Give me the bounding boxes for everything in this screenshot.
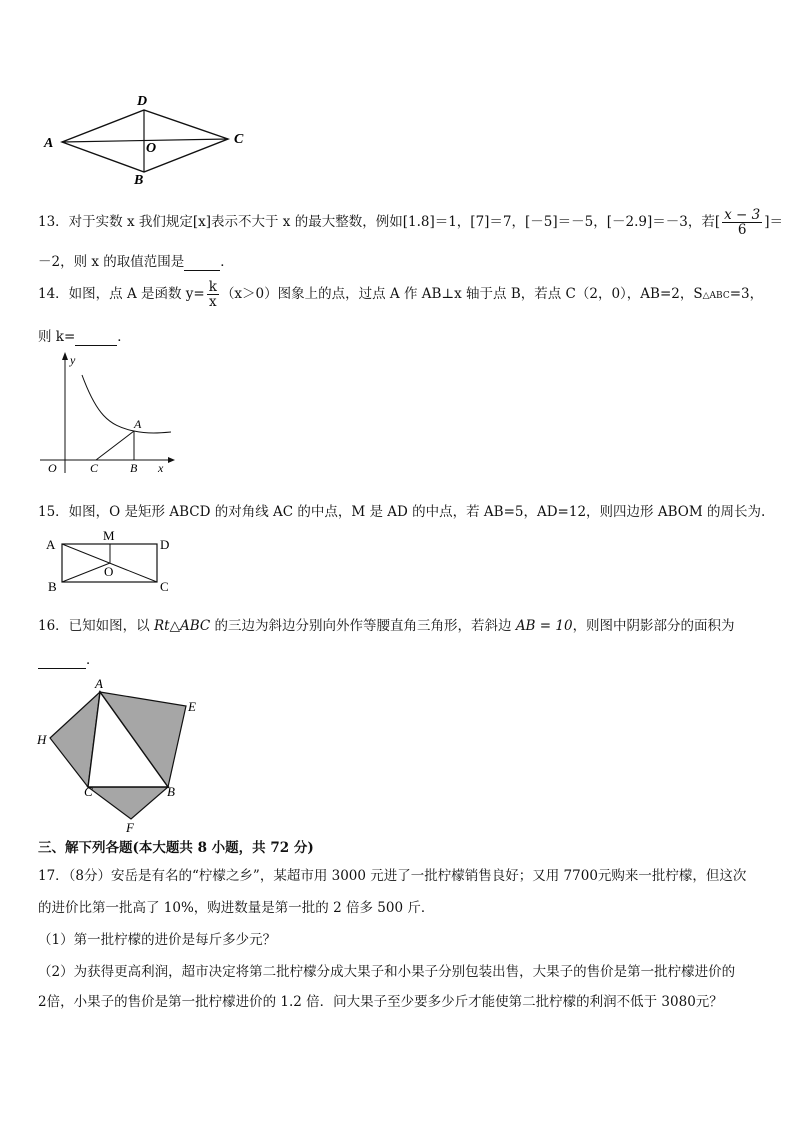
label-m: M <box>103 528 115 543</box>
question-13-line1: 13．对于实数 x 我们规定[x]表示不大于 x 的最大整数，例如[1.8]＝1，[7]＝7，[－5]＝－5，[－2.9]＝－3，若[ $\frac{x - 3}{6}$ ]＝ <box>38 207 783 239</box>
label-o: O <box>104 564 114 579</box>
label-a: A <box>44 136 54 151</box>
label-b: B <box>48 579 57 594</box>
label-c: C <box>234 132 244 147</box>
label-d: D <box>160 537 170 552</box>
label-a: A <box>95 676 103 691</box>
section-heading: 三、解下列各题(本大题共 8 小题，共 72 分) <box>38 840 314 856</box>
segment-bo <box>62 563 110 582</box>
label-o: O <box>48 461 57 475</box>
diagonal-ac <box>62 139 228 142</box>
label-c: C <box>160 579 169 594</box>
label-b: B <box>134 173 144 188</box>
fraction: $\frac{k}{x}$ <box>208 279 217 311</box>
label-e: E <box>188 699 196 714</box>
label-x: x <box>158 461 164 475</box>
answer-blank[interactable] <box>184 254 220 271</box>
question-14-line1: 14．如图，点 A 是函数 y= $\frac{k}{x}$ （x＞0）图象上的点，过点 A 作 AB⊥x 轴于点 B，若点 C（2，0），AB=2，S△ABC=3， <box>38 279 764 311</box>
rectangle-figure <box>44 528 184 594</box>
answer-blank[interactable] <box>75 329 117 346</box>
label-c: C <box>84 784 93 799</box>
label-f: F <box>126 820 134 835</box>
fraction: $\frac{x - 3}{6}$ <box>724 207 761 239</box>
label-h: H <box>37 732 47 747</box>
question-17-part1: （1）第一批柠檬的进价是每斤多少元？ <box>38 932 277 948</box>
triangle-cfb <box>88 787 168 819</box>
question-15: 15．如图，O 是矩形 ABCD 的对角线 AC 的中点，M 是 AD 的中点，若 AB=5，AD=12，则四边形 ABOM 的周长为. <box>38 504 766 520</box>
label-o: O <box>146 141 157 156</box>
label-c: C <box>90 461 99 475</box>
rhombus-figure <box>40 90 260 190</box>
label-y: y <box>70 353 76 367</box>
question-17-line2: 的进价比第一批高了 10%，购进数量是第一批的 2 倍多 500 斤． <box>38 900 435 916</box>
question-13-line2: －2，则 x 的取值范围是 ． <box>38 254 234 270</box>
y-axis-arrow <box>62 352 68 360</box>
label-b: B <box>130 461 138 475</box>
answer-blank[interactable] <box>38 652 86 669</box>
segment-ca <box>96 431 134 460</box>
question-17-part2-line1: （2）为获得更高利润，超市决定将第二批柠檬分成大果子和小果子分别包装出售，大果子的售价是第一批柠檬进价的 <box>38 964 736 980</box>
question-17-line1: 17．（8分）安岳是有名的“柠檬之乡”，某超市用 3000 元进了一批柠檬销售良好；又用 7700元购来一批柠檬，但这次 <box>38 868 747 884</box>
label-a: A <box>46 537 56 552</box>
question-17-part2-line2: 2倍，小果子的售价是第一批柠檬进价的 1.2 倍．问大果子至少要多少斤才能使第二批柠檬的利润不低于 3080元？ <box>38 994 723 1010</box>
hyperbola-figure <box>36 348 181 476</box>
x-axis-arrow <box>168 457 175 463</box>
label-a: A <box>134 417 142 431</box>
isosceles-triangles-figure <box>34 672 214 838</box>
question-16-line2: ． <box>38 648 100 669</box>
question-14-line2: 则 k= ． <box>38 329 131 345</box>
label-b: B <box>167 784 175 799</box>
question-16-line1: 16．已知如图，以 Rt△ABC 的三边为斜边分别向外作等腰直角三角形，若斜边 AB = 10，则图中阴影部分的面积为 <box>38 618 735 634</box>
hyperbola-curve <box>82 375 171 433</box>
label-d: D <box>137 94 148 109</box>
